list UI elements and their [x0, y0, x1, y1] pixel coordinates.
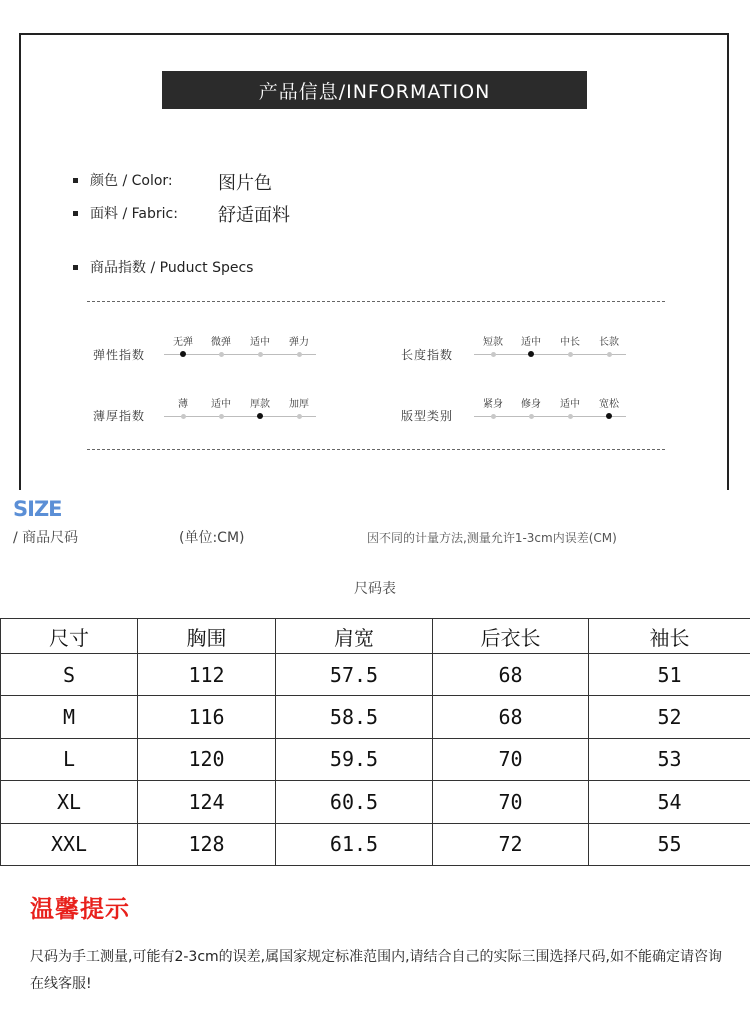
- scale-dot: [491, 352, 496, 357]
- specs-row: [73, 257, 253, 277]
- table-cell: 70: [433, 781, 589, 823]
- scale-track: [474, 416, 626, 417]
- scale-option-label: 修身: [521, 399, 541, 410]
- table-cell: 116: [138, 696, 276, 738]
- scale-dot: [568, 352, 573, 357]
- table-cell: 57.5: [276, 654, 433, 696]
- scale-dot: [181, 414, 186, 419]
- table-row: [1, 696, 750, 738]
- scale-option-label: 弹力: [289, 337, 309, 348]
- scale-track: [164, 416, 316, 417]
- scale-selected-dot: [180, 351, 186, 357]
- size-subtitle: / 商品尺码: [13, 530, 79, 546]
- scale-selected-dot: [257, 413, 263, 419]
- size-unit: (单位:CM): [179, 530, 245, 546]
- fit-scale: [474, 395, 626, 425]
- header-sleeve: 袖长: [589, 619, 750, 654]
- table-row: [1, 738, 750, 780]
- scale-dot: [219, 352, 224, 357]
- specs-label: 商品指数 / Puduct Specs: [90, 260, 254, 276]
- table-cell: 55: [589, 823, 750, 865]
- color-label: 颜色 / Color:: [90, 173, 173, 189]
- scale-option-label: 适中: [250, 337, 270, 348]
- table-cell: 128: [138, 823, 276, 865]
- table-row: [1, 781, 750, 823]
- length-label: 长度指数: [401, 348, 454, 362]
- table-cell: 68: [433, 696, 589, 738]
- fabric-label: 面料 / Fabric:: [90, 206, 178, 222]
- scale-dot: [529, 414, 534, 419]
- table-cell: M: [1, 696, 138, 738]
- scale-selected-dot: [606, 413, 612, 419]
- bullet-icon: [73, 178, 78, 183]
- scale-dot: [491, 414, 496, 419]
- table-cell: 72: [433, 823, 589, 865]
- table-cell: 124: [138, 781, 276, 823]
- scale-dot: [297, 352, 302, 357]
- bullet-icon: [73, 211, 78, 216]
- tip-text: 尺码为手工测量,可能有2-3cm的误差,属国家规定标准范围内,请结合自己的实际三围选择尺码,如不能确定请咨询在线客服!: [30, 949, 722, 992]
- scale-dot: [297, 414, 302, 419]
- table-cell: 52: [589, 696, 750, 738]
- scale-option-label: 加厚: [289, 399, 309, 410]
- scale-dot: [219, 414, 224, 419]
- scale-dot: [258, 352, 263, 357]
- table-cell: 60.5: [276, 781, 433, 823]
- scale-track: [474, 354, 626, 355]
- table-cell: XXL: [1, 823, 138, 865]
- scale-option-label: 短款: [483, 337, 503, 348]
- measurement-note: 因不同的计量方法,测量允许1-3cm内误差(CM): [367, 531, 617, 545]
- table-cell: 58.5: [276, 696, 433, 738]
- header-chest: 胸围: [138, 619, 276, 654]
- tip-title: 温馨提示: [30, 895, 130, 923]
- divider-bottom: [87, 449, 665, 450]
- table-cell: L: [1, 738, 138, 780]
- table-cell: S: [1, 654, 138, 696]
- divider-top: [87, 301, 665, 302]
- scale-option-label: 适中: [560, 399, 580, 410]
- table-header-row: [1, 619, 750, 654]
- elasticity-label: 弹性指数: [93, 348, 146, 362]
- table-cell: 120: [138, 738, 276, 780]
- table-row: [1, 654, 750, 696]
- size-title: SIZE: [13, 497, 62, 521]
- fit-label: 版型类别: [401, 409, 454, 423]
- table-cell: 70: [433, 738, 589, 780]
- color-row: [73, 170, 173, 190]
- table-cell: 53: [589, 738, 750, 780]
- table-cell: 112: [138, 654, 276, 696]
- scale-option-label: 厚款: [250, 399, 270, 410]
- thickness-label: 薄厚指数: [93, 409, 146, 423]
- scale-option-label: 适中: [521, 337, 541, 348]
- scale-option-label: 薄: [178, 399, 188, 410]
- bullet-icon: [73, 265, 78, 270]
- scale-dot: [607, 352, 612, 357]
- scale-option-label: 长款: [599, 337, 619, 348]
- scale-track: [164, 354, 316, 355]
- table-cell: 61.5: [276, 823, 433, 865]
- header-shoulder: 肩宽: [276, 619, 433, 654]
- fabric-value: 舒适面料: [218, 205, 290, 226]
- scale-option-label: 适中: [211, 399, 231, 410]
- table-cell: 54: [589, 781, 750, 823]
- scale-dot: [568, 414, 573, 419]
- size-table: [0, 618, 750, 866]
- fabric-row: [73, 203, 178, 223]
- table-cell: 59.5: [276, 738, 433, 780]
- size-table-title: 尺码表: [354, 581, 396, 597]
- header-size: 尺寸: [1, 619, 138, 654]
- scale-option-label: 无弹: [173, 337, 193, 348]
- table-row: [1, 823, 750, 865]
- table-cell: XL: [1, 781, 138, 823]
- scale-selected-dot: [528, 351, 534, 357]
- color-value: 图片色: [218, 173, 272, 194]
- scale-option-label: 宽松: [599, 399, 619, 410]
- thickness-scale: [164, 395, 316, 425]
- scale-option-label: 紧身: [483, 399, 503, 410]
- scale-option-label: 中长: [560, 337, 580, 348]
- header-length: 后衣长: [433, 619, 589, 654]
- table-cell: 68: [433, 654, 589, 696]
- table-cell: 51: [589, 654, 750, 696]
- elasticity-scale: [164, 333, 316, 363]
- info-header: 产品信息/INFORMATION: [162, 71, 587, 109]
- length-scale: [474, 333, 626, 363]
- scale-option-label: 微弹: [211, 337, 231, 348]
